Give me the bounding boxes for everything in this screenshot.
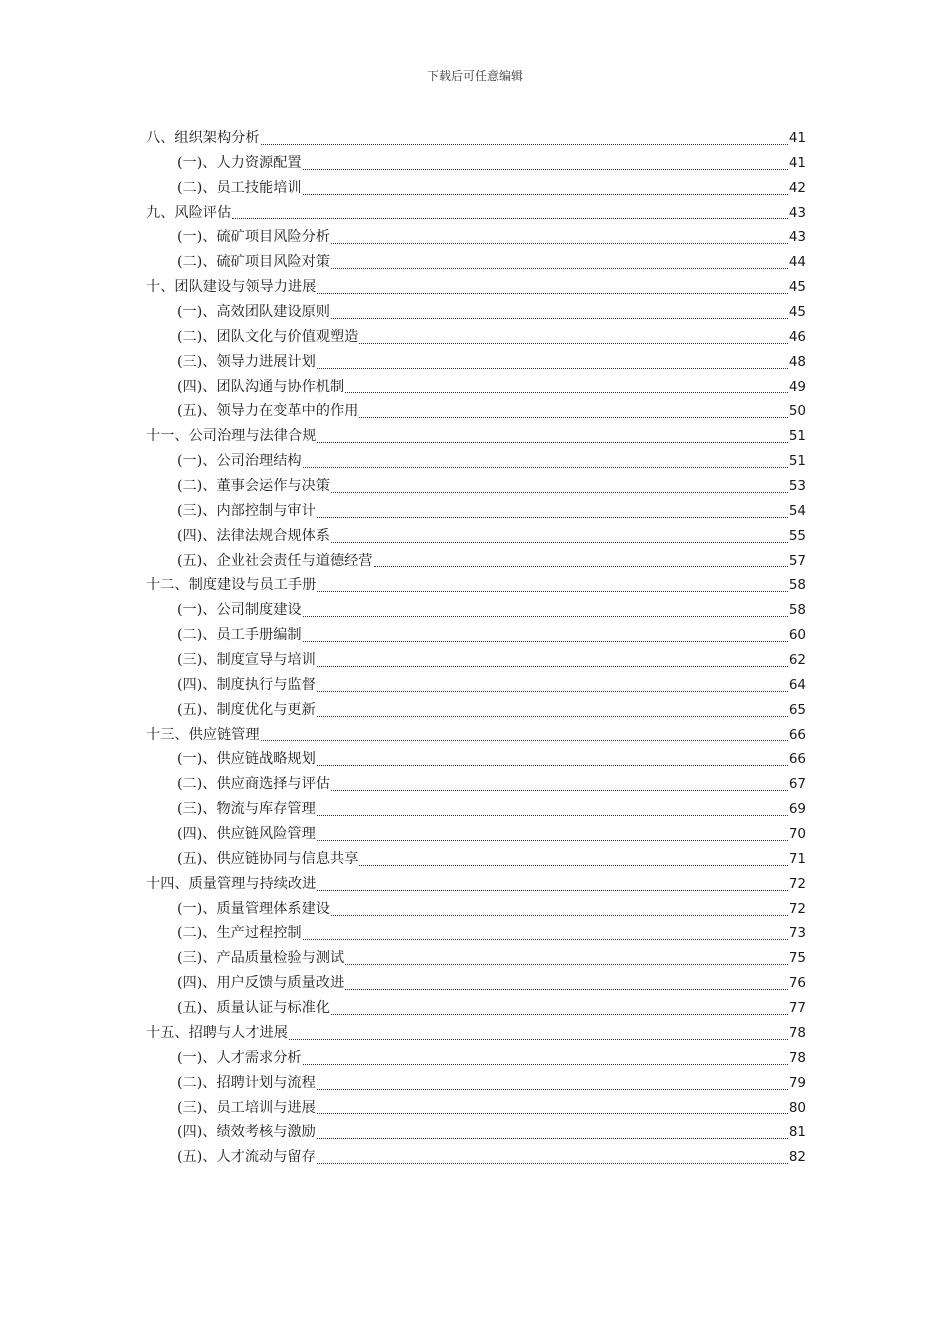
toc-chapter-entry[interactable] [146,573,806,598]
toc-entry-label: (二)、招聘计划与流程 [177,1074,316,1091]
toc-entry-label: (三)、制度宣导与培训 [177,652,316,669]
toc-dot-leader [345,963,788,965]
toc-section-entry[interactable] [146,524,806,549]
toc-entry-label: (一)、硫矿项目风险分析 [177,229,330,246]
toc-entry-label: (四)、制度执行与监督 [177,676,316,693]
toc-chapter-entry[interactable] [146,1021,806,1046]
toc-entry-label: (五)、质量认证与标准化 [177,1000,330,1017]
toc-dot-leader [331,317,788,319]
toc-section-entry[interactable] [146,1120,806,1145]
toc-entry-label: (二)、供应商选择与评估 [177,776,330,793]
toc-dot-leader [331,491,788,493]
toc-entry-label: (三)、产品质量检验与测试 [177,950,345,967]
toc-dot-leader [331,1013,788,1015]
toc-entry-label: (四)、用户反馈与质量改进 [177,975,345,992]
toc-entry-page-number: 48 [788,353,806,370]
toc-entry-label: 十五、招聘与人才进展 [146,1024,288,1041]
toc-dot-leader [359,864,787,866]
toc-dot-leader [374,565,788,567]
toc-entry-page-number: 50 [788,403,806,420]
toc-entry-page-number: 54 [788,502,806,519]
toc-section-entry[interactable] [146,996,806,1021]
toc-dot-leader [317,764,788,766]
toc-dot-leader [317,1137,788,1139]
toc-dot-leader [331,541,788,543]
toc-dot-leader [317,590,788,592]
toc-section-entry[interactable] [146,300,806,325]
toc-entry-page-number: 57 [788,552,806,569]
toc-entry-page-number: 45 [788,279,806,296]
toc-entry-label: (四)、法律法规合规体系 [177,527,330,544]
toc-section-entry[interactable] [146,474,806,499]
toc-entry-page-number: 49 [788,378,806,395]
toc-chapter-entry[interactable] [146,424,806,449]
toc-entry-page-number: 69 [788,801,806,818]
toc-section-entry[interactable] [146,598,806,623]
toc-chapter-entry[interactable] [146,275,806,300]
toc-entry-page-number: 41 [788,129,806,146]
toc-section-entry[interactable] [146,772,806,797]
toc-dot-leader [261,143,788,145]
toc-entry-page-number: 79 [788,1074,806,1091]
toc-entry-label: 十三、供应链管理 [146,726,260,743]
toc-dot-leader [303,615,788,617]
toc-dot-leader [331,267,788,269]
toc-section-entry[interactable] [146,747,806,772]
toc-entry-page-number: 78 [788,1049,806,1066]
toc-entry-page-number: 51 [788,428,806,445]
toc-section-entry[interactable] [146,897,806,922]
toc-entry-page-number: 77 [788,1000,806,1017]
toc-section-entry[interactable] [146,151,806,176]
toc-entry-page-number: 64 [788,676,806,693]
toc-entry-page-number: 65 [788,701,806,718]
toc-entry-label: 十二、制度建设与员工手册 [146,577,317,594]
toc-entry-label: (二)、员工技能培训 [177,179,302,196]
toc-section-entry[interactable] [146,499,806,524]
toc-entry-label: (一)、高效团队建设原则 [177,304,330,320]
toc-section-entry[interactable] [146,698,806,723]
toc-dot-leader [303,168,788,170]
toc-entry-label: (五)、供应链协同与信息共享 [177,850,359,867]
toc-entry-label: (一)、人才需求分析 [177,1049,302,1066]
toc-entry-page-number: 66 [788,726,806,743]
toc-entry-page-number: 51 [788,453,806,470]
toc-entry-page-number: 72 [788,900,806,917]
toc-entry-label: 十四、质量管理与持续改进 [146,875,317,892]
toc-dot-leader [317,367,788,369]
toc-dot-leader [317,889,788,891]
toc-chapter-entry[interactable] [146,872,806,897]
page-header: 下载后可任意编辑 [426,69,523,83]
toc-dot-leader [289,1038,788,1040]
toc-entry-page-number: 44 [788,254,806,271]
toc-entry-label: (五)、制度优化与更新 [177,701,316,718]
toc-chapter-entry[interactable] [146,126,806,151]
toc-entry-label: (二)、团队文化与价值观塑造 [177,328,359,345]
toc-entry-label: (一)、供应链战略规划 [177,751,316,768]
toc-dot-leader [303,640,788,642]
toc-entry-page-number: 60 [788,627,806,644]
table-of-contents [146,126,806,1170]
toc-entry-label: (一)、人力资源配置 [177,154,302,171]
toc-entry-label: (五)、领导力在变革中的作用 [177,403,359,420]
toc-entry-label: (二)、硫矿项目风险对策 [177,254,330,271]
toc-entry-page-number: 81 [788,1124,806,1141]
toc-entry-page-number: 55 [788,527,806,544]
toc-entry-label: (五)、企业社会责任与道德经营 [177,552,373,569]
toc-section-entry[interactable] [146,648,806,673]
toc-dot-leader [331,242,788,244]
toc-entry-page-number: 76 [788,975,806,992]
toc-dot-leader [317,1162,788,1164]
toc-entry-page-number: 62 [788,652,806,669]
toc-entry-page-number: 72 [788,875,806,892]
toc-dot-leader [317,1112,788,1114]
toc-entry-label: (四)、供应链风险管理 [177,826,316,843]
toc-entry-page-number: 75 [788,950,806,967]
toc-dot-leader [303,1063,788,1065]
toc-entry-label: (三)、内部控制与审计 [177,502,316,519]
toc-entry-label: 八、组织架构分析 [146,129,260,146]
toc-chapter-entry[interactable] [146,723,806,748]
toc-section-entry[interactable] [146,946,806,971]
toc-dot-leader [317,1088,788,1090]
toc-entry-page-number: 58 [788,577,806,594]
toc-section-entry[interactable] [146,1145,806,1170]
toc-section-entry[interactable] [146,971,806,996]
toc-entry-label: (四)、团队沟通与协作机制 [177,378,345,395]
toc-entry-page-number: 73 [788,925,806,942]
toc-section-entry[interactable] [146,176,806,201]
toc-section-entry[interactable] [146,449,806,474]
toc-dot-leader [331,789,788,791]
toc-entry-page-number: 70 [788,826,806,843]
toc-entry-label: (一)、质量管理体系建设 [177,900,330,917]
toc-entry-label: 九、风险评估 [146,204,232,221]
toc-entry-label: (一)、公司治理结构 [177,453,302,470]
toc-dot-leader [359,342,787,344]
toc-dot-leader [232,217,788,219]
toc-section-entry[interactable] [146,847,806,872]
toc-section-entry[interactable] [146,225,806,250]
toc-section-entry[interactable] [146,325,806,350]
toc-section-entry[interactable] [146,1071,806,1096]
toc-entry-label: (一)、公司制度建设 [177,602,302,619]
toc-entry-page-number: 45 [788,304,806,320]
toc-dot-leader [317,516,788,518]
toc-dot-leader [331,914,788,916]
toc-dot-leader [303,466,788,468]
toc-dot-leader [317,292,788,294]
toc-entry-label: (五)、人才流动与留存 [177,1149,316,1166]
toc-entry-page-number: 78 [788,1024,806,1041]
toc-entry-page-number: 43 [788,204,806,221]
toc-dot-leader [345,988,788,990]
toc-entry-page-number: 71 [788,850,806,867]
toc-entry-page-number: 67 [788,776,806,793]
toc-dot-leader [359,416,787,418]
toc-section-entry[interactable] [146,350,806,375]
toc-dot-leader [317,441,788,443]
toc-entry-page-number: 82 [788,1149,806,1166]
toc-entry-page-number: 46 [788,328,806,345]
toc-dot-leader [303,193,788,195]
toc-entry-label: (二)、生产过程控制 [177,925,302,942]
toc-section-entry[interactable] [146,797,806,822]
toc-dot-leader [317,690,788,692]
toc-entry-label: 十一、公司治理与法律合规 [146,428,317,445]
toc-dot-leader [345,391,788,393]
toc-entry-label: (三)、物流与库存管理 [177,801,316,818]
toc-entry-page-number: 41 [788,154,806,171]
toc-dot-leader [317,839,788,841]
toc-entry-page-number: 58 [788,602,806,619]
toc-entry-page-number: 66 [788,751,806,768]
toc-entry-label: (三)、员工培训与进展 [177,1099,316,1116]
toc-section-entry[interactable] [146,623,806,648]
toc-entry-label: (二)、董事会运作与决策 [177,478,330,495]
toc-dot-leader [261,739,788,741]
toc-section-entry[interactable] [146,1046,806,1071]
toc-section-entry[interactable] [146,375,806,400]
toc-dot-leader [317,715,788,717]
toc-entry-label: (二)、员工手册编制 [177,627,302,644]
toc-dot-leader [317,665,788,667]
toc-section-entry[interactable] [146,1096,806,1121]
toc-section-entry[interactable] [146,549,806,574]
toc-dot-leader [317,814,788,816]
toc-entry-page-number: 43 [788,229,806,246]
toc-section-entry[interactable] [146,822,806,847]
toc-entry-label: (三)、领导力进展计划 [177,353,316,370]
toc-entry-label: 十、团队建设与领导力进展 [146,279,317,296]
toc-chapter-entry[interactable] [146,201,806,226]
toc-section-entry[interactable] [146,250,806,275]
toc-entry-page-number: 80 [788,1099,806,1116]
toc-section-entry[interactable] [146,922,806,947]
toc-section-entry[interactable] [146,399,806,424]
toc-section-entry[interactable] [146,673,806,698]
toc-entry-page-number: 42 [788,179,806,196]
toc-dot-leader [303,938,788,940]
toc-entry-page-number: 53 [788,478,806,495]
toc-entry-label: (四)、绩效考核与激励 [177,1124,316,1141]
